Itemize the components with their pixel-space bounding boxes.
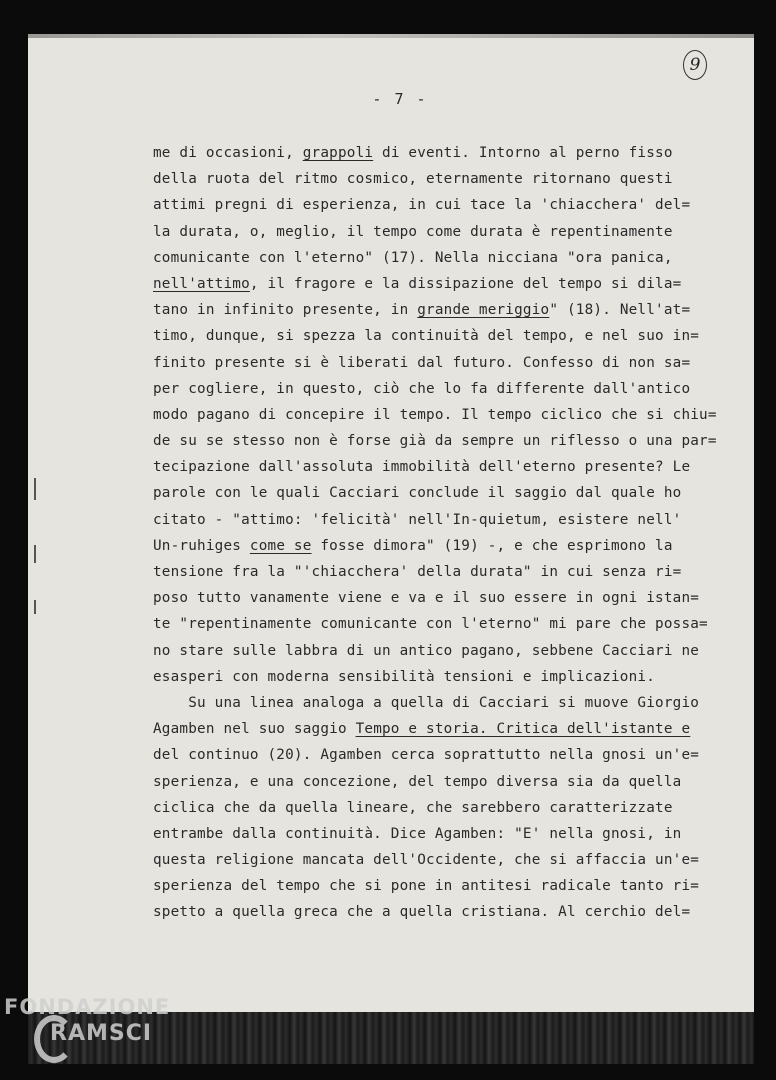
text-segment: ciclica che da quella lineare, che sarebbero caratterizzate (153, 799, 673, 816)
text-line (153, 245, 733, 271)
text-segment: parole con le quali Cacciari conclude il saggio dal quale ho (153, 485, 682, 502)
margin-mark (34, 545, 36, 563)
text-segment: per cogliere, in questo, ciò che lo fa differente dall'antico (153, 380, 691, 397)
text-line (153, 664, 733, 690)
text-line (153, 742, 733, 768)
text-segment: questa religione mancata dell'Occidente, che si affaccia un'e= (153, 852, 700, 869)
text-segment: sperienza del tempo che si pone in antitesi radicale tanto ri= (153, 878, 700, 895)
text-line (153, 559, 733, 585)
text-line (153, 428, 733, 454)
text-line (153, 795, 733, 821)
text-segment: me di occasioni, (153, 145, 303, 161)
text-line (153, 533, 733, 559)
text-line (153, 350, 733, 376)
text-line (153, 140, 733, 166)
text-line (153, 507, 733, 533)
text-line (153, 454, 733, 480)
margin-mark (34, 600, 36, 614)
logo-line-2: RAMSCI (50, 1021, 153, 1046)
text-segment: modo pagano di concepire il tempo. Il tempo ciclico che si chiu= (153, 406, 717, 423)
text-line (153, 611, 733, 637)
text-line (153, 376, 733, 402)
text-segment: sperienza, e una concezione, del tempo diversa sia da quella (153, 773, 682, 790)
text-segment: del continuo (20). Agamben cerca soprattutto nella gnosi un'e= (153, 747, 700, 764)
text-line (153, 219, 733, 245)
text-segment: attimi pregni di esperienza, in cui tace la 'chiacchera' del= (153, 197, 691, 214)
text-segment: no stare sulle labbra di un antico pagano, sebbene Cacciari ne (153, 642, 700, 659)
text-segment: poso tutto vanamente viene e va e il suo essere in ogni istan= (153, 590, 700, 607)
text-line (153, 402, 733, 428)
underlined-text: come se (249, 537, 312, 554)
text-segment: la durata, o, meglio, il tempo come durata è repentinamente (153, 223, 673, 240)
text-line (153, 716, 733, 742)
text-segment: entrambe dalla continuità. Dice Agamben: "E' nella gnosi, in (153, 825, 682, 842)
underlined-text: grande meriggio (417, 302, 550, 319)
text-segment: Agamben nel suo saggio (153, 721, 356, 738)
underlined-text: nell'attimo (153, 275, 250, 292)
text-segment: tensione fra la "'chiacchera' della durata" in cui senza ri= (153, 564, 682, 580)
fondazione-gramsci-logo (4, 995, 194, 1075)
text-segment: di eventi. Intorno al perno fisso (373, 145, 673, 161)
text-line (153, 480, 733, 506)
text-segment: esasperi con moderna sensibilità tensioni e implicazioni. (153, 668, 656, 685)
text-line (153, 769, 733, 795)
logo-line-1: FONDAZIONE (4, 995, 171, 1019)
text-segment: Su una linea analoga a quella di Cacciari si muove Giorgio (153, 694, 700, 711)
text-segment: , il fragore e la dissipazione del tempo si dila= (249, 275, 682, 292)
underlined-text: grappoli (302, 145, 374, 161)
text-segment: finito presente si è liberati dal futuro. Confesso di non sa= (153, 354, 691, 371)
text-segment: de su se stesso non è forse già da sempre un riflesso o una par= (153, 433, 717, 450)
text-line (153, 297, 733, 323)
text-line (153, 585, 733, 611)
text-line (153, 192, 733, 218)
underlined-text: Tempo e storia. Critica dell'istante e (355, 721, 691, 738)
text-line (153, 873, 733, 899)
text-line (153, 847, 733, 873)
typewritten-text (153, 140, 733, 926)
text-line (153, 821, 733, 847)
text-segment: citato - "attimo: 'felicità' nell'In-quietum, esistere nell' (153, 511, 682, 528)
text-segment: fosse dimora" (19) -, e che esprimono la (311, 537, 673, 554)
text-segment: " (18). Nell'at= (549, 302, 691, 319)
text-segment: timo, dunque, si spezza la continuità del tempo, e nel suo in= (153, 328, 700, 345)
text-line (153, 166, 733, 192)
paper-top-edge (28, 34, 754, 38)
text-line (153, 323, 733, 349)
page-number: - 7 - (372, 90, 428, 108)
text-segment: tecipazione dall'assoluta immobilità dell'eterno presente? Le (153, 459, 691, 476)
text-line (153, 690, 733, 716)
text-line (153, 899, 733, 925)
margin-mark (34, 478, 36, 500)
text-line (153, 638, 733, 664)
text-line (153, 271, 733, 297)
text-segment: tano in infinito presente, in (153, 302, 418, 319)
text-segment: Un-ruhiges (153, 537, 250, 554)
text-segment: spetto a quella greca che a quella cristiana. Al cerchio del= (153, 904, 691, 921)
text-segment: te "repentinamente comunicante con l'eterno" mi pare che possa= (153, 616, 708, 633)
folio-number: 9 (683, 50, 707, 80)
text-segment: della ruota del ritmo cosmico, eternamente ritornano questi (153, 171, 673, 188)
text-segment: comunicante con l'eterno" (17). Nella nicciana "ora panica, (153, 249, 673, 266)
